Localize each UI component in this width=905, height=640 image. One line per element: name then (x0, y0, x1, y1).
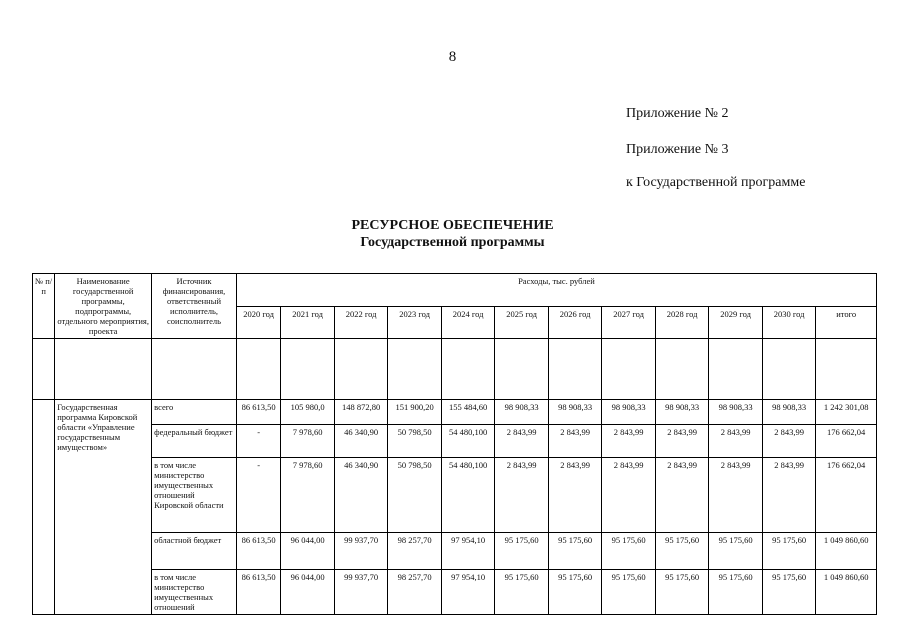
header-expenses: Расходы, тыс. рублей (236, 274, 876, 307)
value-cell: 95 175,60 (762, 570, 816, 615)
total-cell: 1 049 860,60 (816, 570, 877, 615)
header-name: Наименование государственной программы, подпрограммы, отдельного мероприятия, проекта (55, 274, 152, 339)
value-cell: 95 175,60 (548, 570, 602, 615)
year-header: 2028 год (655, 306, 709, 339)
value-cell: 7 978,60 (281, 425, 335, 458)
value-cell: 54 480,100 (441, 425, 495, 458)
source-cell: федеральный бюджет (152, 425, 237, 458)
value-cell: 2 843,99 (655, 425, 709, 458)
total-cell: 1 049 860,60 (816, 533, 877, 570)
value-cell: 2 843,99 (602, 425, 656, 458)
value-cell: 98 257,70 (388, 533, 442, 570)
table-row (33, 570, 877, 615)
source-cell: всего (152, 400, 237, 425)
value-cell: 95 175,60 (709, 570, 763, 615)
value-cell: 98 908,33 (762, 400, 816, 425)
document-title-block (0, 217, 905, 251)
value-cell: 2 843,99 (709, 425, 763, 458)
year-header: 2026 год (548, 306, 602, 339)
value-cell: 97 954,10 (441, 533, 495, 570)
value-cell: 95 175,60 (655, 533, 709, 570)
value-cell: 148 872,80 (334, 400, 388, 425)
value-cell: 2 843,99 (762, 458, 816, 533)
value-cell: 155 484,60 (441, 400, 495, 425)
table-row (33, 458, 877, 533)
year-header: 2027 год (602, 306, 656, 339)
value-cell: 95 175,60 (709, 533, 763, 570)
value-cell: 95 175,60 (655, 570, 709, 615)
year-header: 2020 год (236, 306, 280, 339)
value-cell: 46 340,90 (334, 425, 388, 458)
source-cell: областной бюджет (152, 533, 237, 570)
table-row (33, 425, 877, 458)
value-cell: - (236, 425, 280, 458)
value-cell: 151 900,20 (388, 400, 442, 425)
value-cell: 2 843,99 (762, 425, 816, 458)
value-cell: 2 843,99 (602, 458, 656, 533)
year-header: 2025 год (495, 306, 549, 339)
value-cell: 2 843,99 (709, 458, 763, 533)
value-cell: 50 798,50 (388, 425, 442, 458)
value-cell: 99 937,70 (334, 533, 388, 570)
header-source: Источник финансирования, ответственный исполнитель, соисполнитель (152, 274, 237, 339)
appendix-line-3: к Государственной программе (626, 175, 806, 190)
value-cell: - (236, 458, 280, 533)
value-cell: 7 978,60 (281, 458, 335, 533)
value-cell: 2 843,99 (548, 458, 602, 533)
appendix-line-2: Приложение № 3 (626, 142, 729, 157)
year-header: 2029 год (709, 306, 763, 339)
year-header: 2023 год (388, 306, 442, 339)
value-cell: 2 843,99 (495, 425, 549, 458)
program-name-cell: Государственная программа Кировской области «Управление государственным имуществом» (55, 400, 152, 615)
total-header: итого (816, 306, 877, 339)
table-row (33, 533, 877, 570)
value-cell: 98 908,33 (495, 400, 549, 425)
resource-table (32, 273, 877, 615)
value-cell: 99 937,70 (334, 570, 388, 615)
value-cell: 2 843,99 (655, 458, 709, 533)
value-cell: 97 954,10 (441, 570, 495, 615)
year-header: 2030 год (762, 306, 816, 339)
value-cell: 95 175,60 (495, 533, 549, 570)
appendix-line-1: Приложение № 2 (626, 106, 729, 121)
page-number: 8 (448, 49, 457, 65)
table-row (33, 400, 877, 425)
value-cell: 98 257,70 (388, 570, 442, 615)
year-header: 2024 год (441, 306, 495, 339)
source-cell: в том числе министерство имущественных отношений (152, 570, 237, 615)
value-cell: 95 175,60 (548, 533, 602, 570)
source-cell: в том числе министерство имущественных отношений Кировской области (152, 458, 237, 533)
value-cell: 98 908,33 (709, 400, 763, 425)
value-cell: 95 175,60 (602, 570, 656, 615)
header-spacer-row (33, 339, 877, 400)
value-cell: 95 175,60 (495, 570, 549, 615)
value-cell: 86 613,50 (236, 570, 280, 615)
value-cell: 2 843,99 (495, 458, 549, 533)
value-cell: 54 480,100 (441, 458, 495, 533)
document-title: РЕСУРСНОЕ ОБЕСПЕЧЕНИЕ (351, 218, 554, 233)
header-no: № п/п (33, 274, 55, 339)
total-cell: 1 242 301,08 (816, 400, 877, 425)
total-cell: 176 662,04 (816, 458, 877, 533)
value-cell: 95 175,60 (762, 533, 816, 570)
value-cell: 98 908,33 (602, 400, 656, 425)
value-cell: 46 340,90 (334, 458, 388, 533)
value-cell: 50 798,50 (388, 458, 442, 533)
value-cell: 96 044,00 (281, 533, 335, 570)
value-cell: 95 175,60 (602, 533, 656, 570)
document-subtitle: Государственной программы (360, 235, 545, 250)
value-cell: 96 044,00 (281, 570, 335, 615)
year-header: 2021 год (281, 306, 335, 339)
value-cell: 105 980,0 (281, 400, 335, 425)
value-cell: 98 908,33 (655, 400, 709, 425)
total-cell: 176 662,04 (816, 425, 877, 458)
header-row-1 (33, 274, 877, 307)
value-cell: 2 843,99 (548, 425, 602, 458)
row-number-cell (33, 400, 55, 615)
value-cell: 86 613,50 (236, 533, 280, 570)
year-header: 2022 год (334, 306, 388, 339)
value-cell: 98 908,33 (548, 400, 602, 425)
value-cell: 86 613,50 (236, 400, 280, 425)
